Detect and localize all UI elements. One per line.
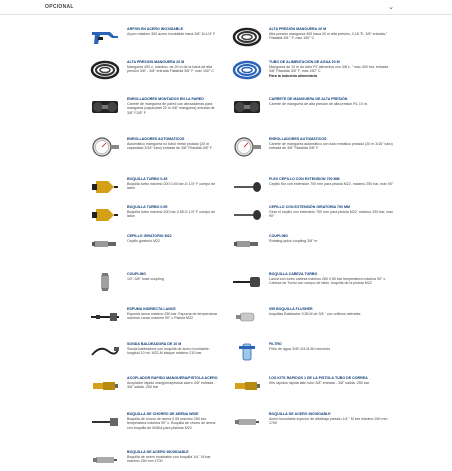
pressure-gauge-icon — [88, 136, 122, 158]
product-text — [269, 272, 395, 286]
product-title: ENROLLADORES AUTOMATICOS — [127, 137, 185, 141]
hose-coil-icon — [230, 59, 264, 81]
product-description: Kits rápidos rápida latin tubo 3/8" entrada - 3/8" salida -250 bar — [269, 380, 370, 385]
product-text — [127, 342, 221, 356]
product-description: Boquilla turbo máximo 200 0,45 bar-G 1/4" F cuerpo de latón — [127, 181, 216, 191]
product-text — [127, 307, 221, 321]
product-title: BOQUILLA DE ACERO INOXIDABLE — [269, 412, 331, 416]
product-text — [269, 234, 395, 243]
product-description: Acero inoxidable inyector de alta/baja presión 1/4 " M bar máximo 250 mm 1700 — [269, 416, 388, 426]
product-title: ARPON EN ACERO INOXIDABLE — [127, 27, 183, 31]
nozzle-icon — [88, 204, 122, 226]
product-title: ACOPLADOR RAPIDO MANGUERA/PISTOLA ACERO — [127, 376, 218, 380]
product-description: 1/2"-3/8" hose coupling — [127, 276, 164, 281]
product-title: FLEX CEPILLO CON EXTENSION 700 MM — [269, 177, 340, 181]
steel-nozzle-icon — [88, 449, 122, 471]
product-text — [269, 137, 395, 151]
product-description: Cepillo flor con extensión 700 mm para pistola M22, máximo 250 bar, max 90° — [269, 181, 394, 186]
product-description: Arpon máximo 300 acero inoxidable bana 3/8" M-1/4" F — [127, 31, 216, 36]
product-description: Boquilla turbo máximo 200 bar 0,55-G 1/4" F cuerpo de latón — [127, 209, 216, 219]
product-text — [127, 376, 221, 390]
chevron-down-icon[interactable]: ⌄ — [388, 3, 394, 11]
product-title: LOS KITS RAPIDOS 1 DE LA PISTOLA TUBO DE CORREA — [269, 376, 368, 380]
product-text — [269, 177, 395, 186]
brush-lance-icon — [230, 204, 264, 226]
hose-icon — [88, 59, 122, 81]
product-text — [127, 177, 221, 191]
quick-coupler-icon — [230, 375, 264, 397]
nozzle-icon — [88, 176, 122, 198]
product-text — [127, 450, 221, 464]
product-text — [269, 27, 395, 41]
product-text — [127, 137, 221, 151]
product-description: Manguera de 10 m de tubo PZ alimentos con 3/8 c. " max 400 bar, entrada 3/8" Filastida 3/8" F, max 150° C — [269, 64, 388, 74]
pressure-gauge-icon — [230, 136, 264, 158]
spray-gun-icon — [88, 26, 122, 48]
product-description: boquillas Baldeador 0,55 M de 3/8 " con orificios laterales — [269, 311, 361, 316]
product-title: BOQUILLA DE CHORRO DE ARENA WIDE — [127, 412, 199, 416]
product-title: COUPLING — [269, 234, 288, 238]
coupling-icon — [88, 271, 122, 293]
product-title: BOQUILLA TURBO 0.55 — [127, 205, 168, 209]
sand-lance-icon — [88, 341, 122, 363]
product-description: Acoplador rápido manguera/pistola acero 3/8" entrada - 3/8" salida -250 bar — [127, 380, 216, 390]
product-title: BOQUILLA DE ACERO INOXIDABLE — [127, 450, 189, 454]
hose-reel-icon — [230, 96, 264, 118]
product-text — [127, 60, 221, 74]
product-title: ALTA PRESIÓN MANGUERA 20 M — [269, 27, 327, 31]
tab-opcional[interactable]: OPCIONAL — [45, 4, 74, 10]
product-title: BOQUILLA CABEZA TURBO — [269, 272, 318, 276]
product-description: Carrete de manguera automático con tubo metálico protado (20 m 3/16" tubo) entrada de 3/8" Filastida 3/8" F — [269, 141, 393, 151]
product-title: SONDA BALDEADORA DE 10 M — [127, 342, 182, 346]
product-text — [127, 205, 221, 219]
product-title: CEPILLO CON EXTENSIÓN GIRATORIA 700 MM — [269, 205, 351, 209]
quick-coupler-icon — [88, 375, 122, 397]
product-title: TUBO DE ALIMENTACIÓN DE AGUA 20 M — [269, 60, 340, 64]
product-title: ALTA PRESION MANGUERA 20 M — [127, 60, 185, 64]
product-description: Espuma lanza máximo 250 bar. Espuma de temperatura máxima Lance máximo 90° c Pistola M22 — [127, 311, 217, 321]
swivel-icon — [88, 233, 122, 255]
product-text — [269, 376, 395, 385]
foam-lance-icon — [88, 306, 122, 328]
product-title: 055 BOQUILLA FLUSHER — [269, 307, 313, 311]
steel-nozzle-icon — [230, 411, 264, 433]
product-description: Rotating quick coupling 3/8" m — [269, 238, 318, 243]
product-text — [269, 97, 395, 106]
sandblast-nozzle-icon — [88, 411, 122, 433]
product-description: Boquilla de chorro de arena 0,55 máximo 250 bar temperatura máxima 90° c. Boquilla de chorro de arena con boquilla de WIDIA para pistolas M22 — [127, 416, 216, 430]
turbo-head-icon — [230, 271, 264, 293]
flusher-nozzle-icon — [230, 306, 264, 328]
product-text — [269, 60, 395, 78]
product-title: ENROLLADORES MONTADOS EN LA PARED — [127, 97, 204, 101]
product-description: Carrete de manguera de alta presión de alta presión R1 10 m. — [269, 101, 368, 106]
options-header — [0, 0, 452, 15]
product-description: Alta presión manguera 400 bana 20 m alta presión, 0,18 "E, 3/8" entrada," Filastida 3/8 " F, max 150° C — [269, 31, 388, 41]
product-text — [269, 205, 395, 219]
product-text — [127, 97, 221, 115]
product-description: Filtro de agua 3/4F-3/4 M-80 micrones — [269, 346, 331, 351]
product-description: Boquilla de acero inoxidable con boquilla 1/4 " M bar máximo 250 mm 1700 — [127, 454, 211, 464]
product-title: CARRETE DE MANGUERA DE ALTA PRESIÓN — [269, 97, 348, 101]
product-text — [269, 412, 395, 426]
product-title: FILTRO — [269, 342, 282, 346]
product-title: CEPILLO GIRATORIO M22 — [127, 234, 172, 238]
product-description: Carrete de manguera de pared con abrazaderas para manguera (capacidad 20 m 3/8" manguera) entrada de 3/8" F3/8" F — [127, 101, 215, 115]
product-note: Para la industria alimentaria — [269, 73, 317, 78]
product-text — [269, 342, 395, 351]
product-title: COUPLING — [127, 272, 146, 276]
hose-reel-icon — [88, 96, 122, 118]
product-description: Manguera 400 c. máximo, de 20 m de la bana de alta presión 3/8" - 3/8" entrada Filastida 3/8" F, max 150° C — [127, 64, 214, 74]
water-filter-icon — [230, 341, 264, 363]
product-description: Girar el cepillo con extensión 700 mm para pistola M22, máximo 250 bar, max 90° — [269, 209, 394, 219]
product-description: Automático manguera no tubol metal protado (20 m capacidad 3/16" tubo) entrada de 3/8" Filastida 3/8" F — [127, 141, 213, 151]
product-title: ESPUMA INDIRECTA LANCE — [127, 307, 176, 311]
product-description: Sonda baldeadora con boquilla de acero inoxidable. longitud 10 mt. M22-M ataque máximo 210 bar — [127, 346, 210, 356]
product-description: Cepillo giratorio M22 — [127, 238, 160, 243]
swivel-icon — [230, 233, 264, 255]
product-text — [127, 27, 221, 36]
product-text — [127, 272, 221, 281]
product-text — [127, 412, 221, 430]
product-text — [127, 234, 221, 243]
hose-icon — [230, 26, 264, 48]
product-title: ENROLLADORES AUTOMATICOS — [269, 137, 327, 141]
product-text — [269, 307, 395, 316]
product-description: Lanza con turbo cabeza máximo 280 0,55 bar temperatura máxima 90° c. Cabeza de Turbo con cuerpo de latón, boquilla de la pistola M22 — [269, 276, 387, 286]
product-title: BOQUILLA TURBO 0.45 — [127, 177, 168, 181]
brush-lance-icon — [230, 176, 264, 198]
